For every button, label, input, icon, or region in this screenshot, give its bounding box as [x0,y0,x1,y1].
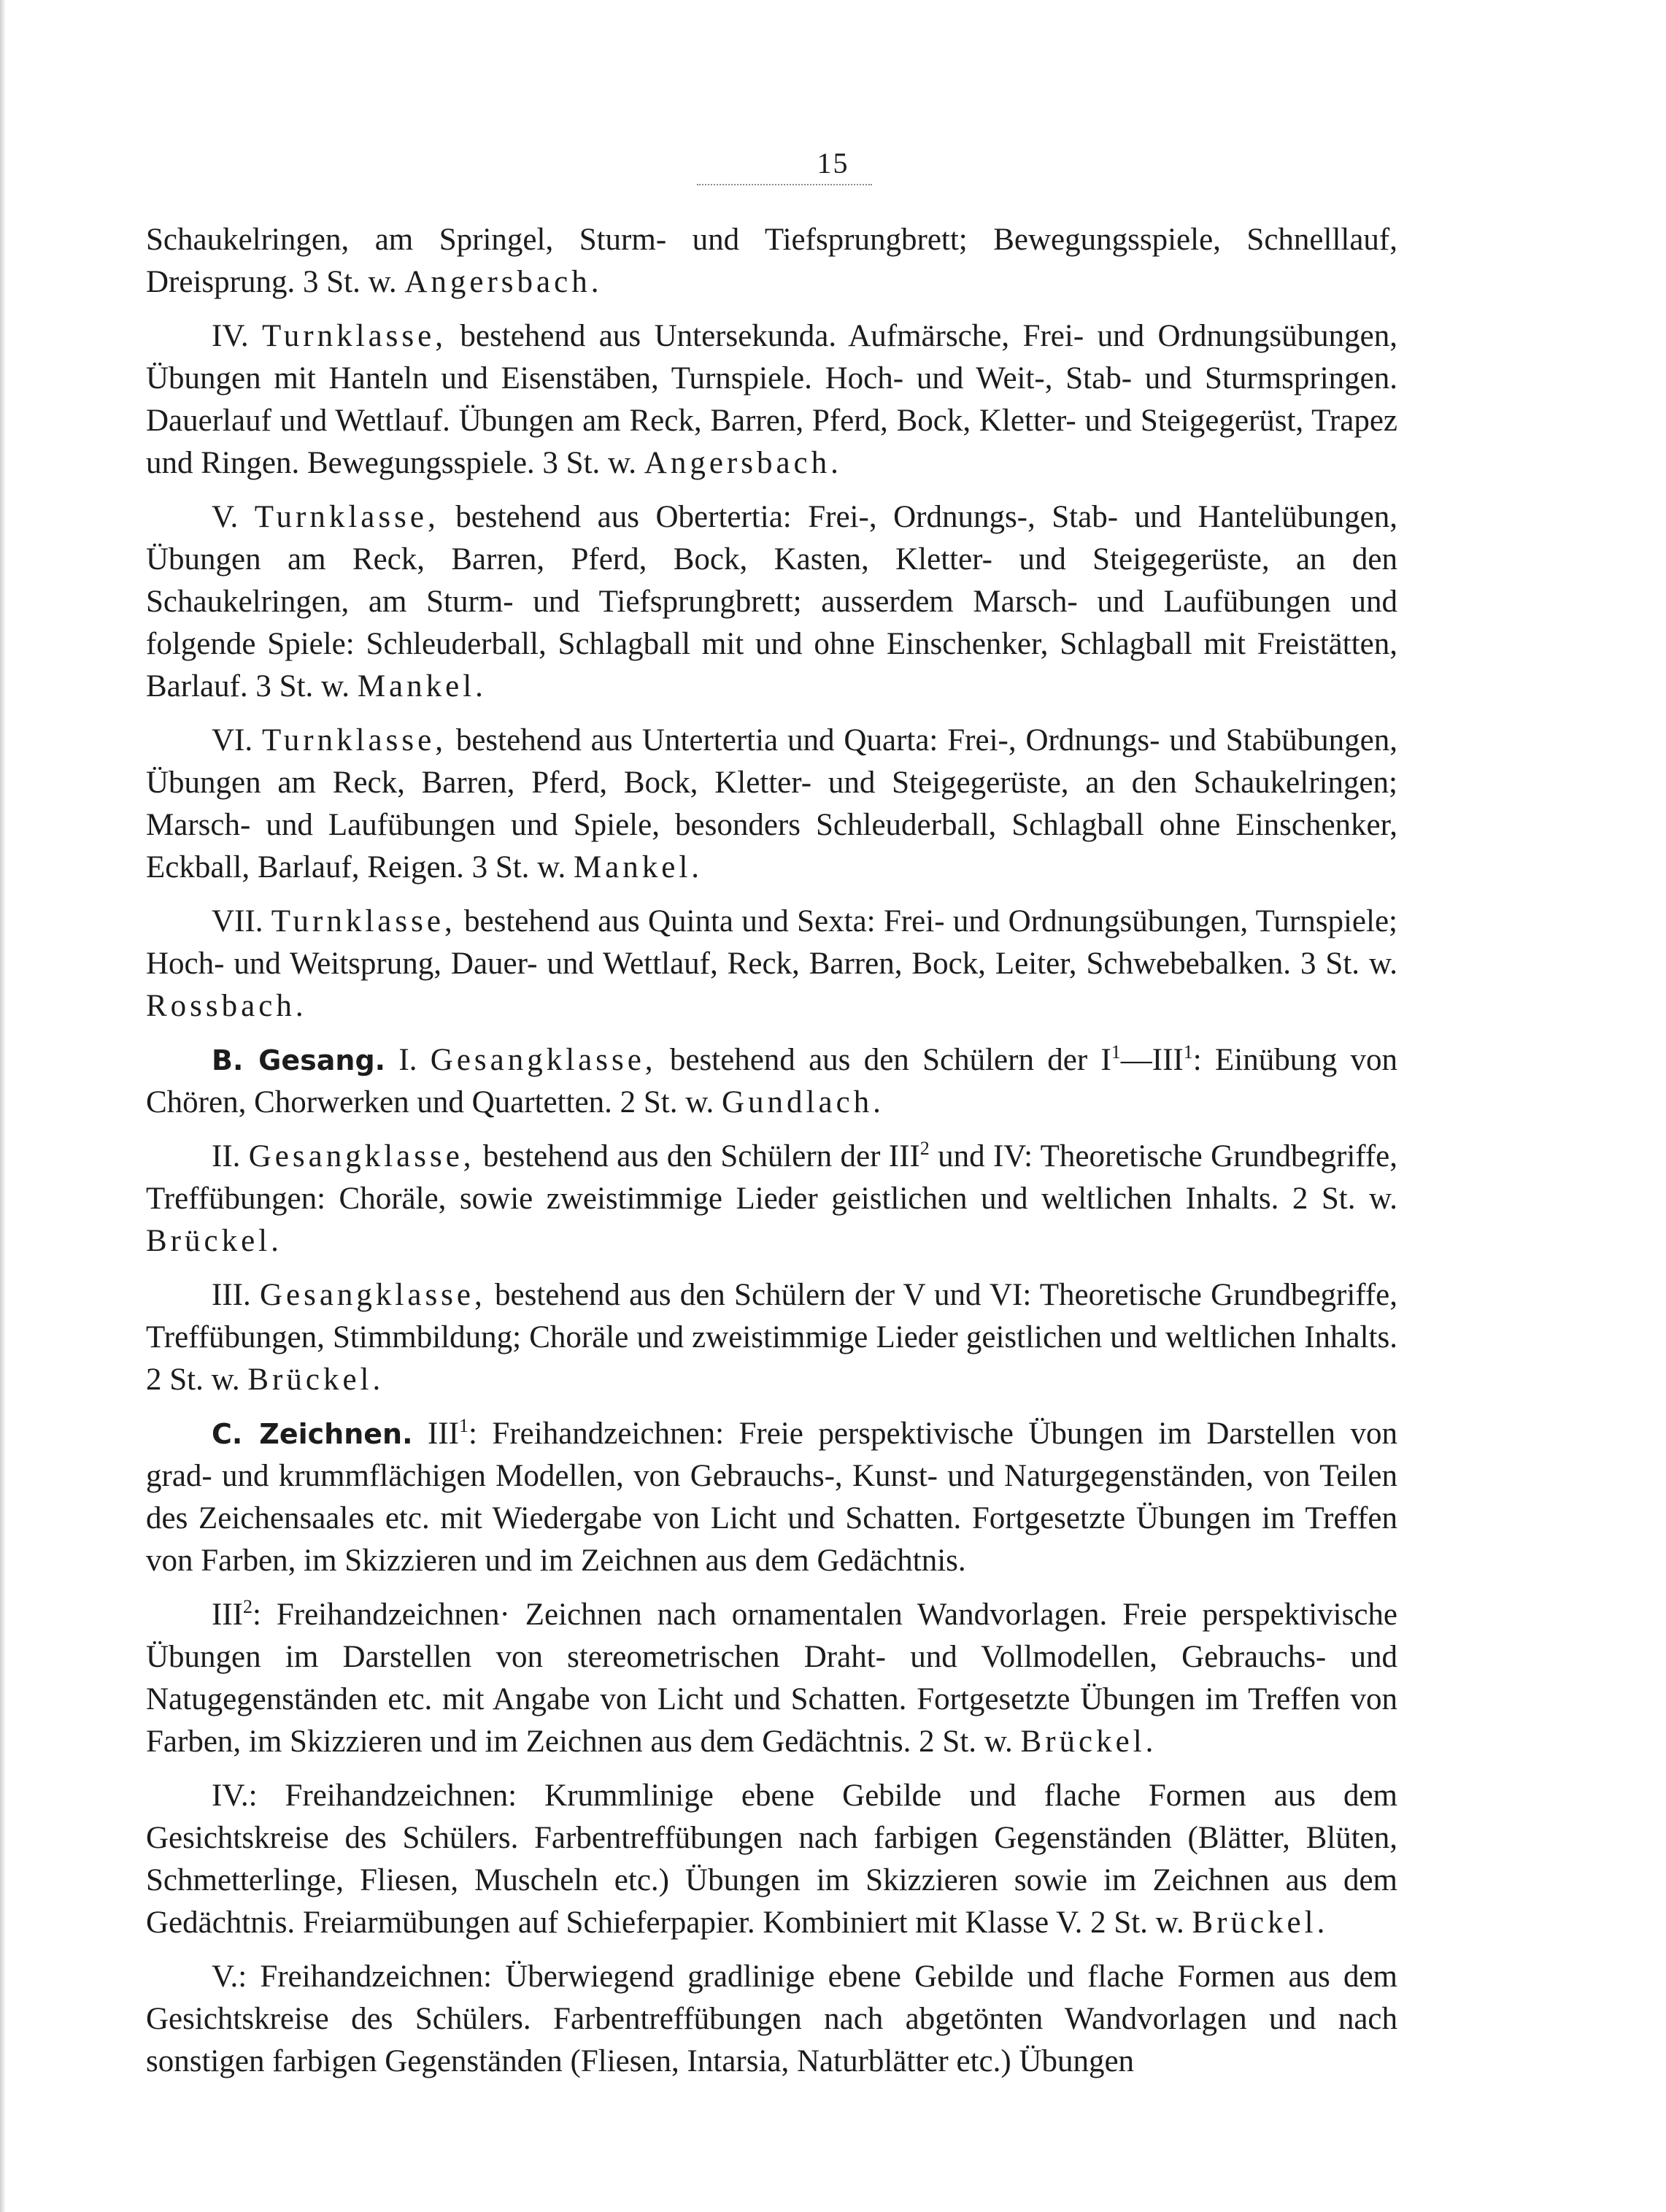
paragraph-text: —III [1120,1043,1184,1077]
paragraph-zeichnen-v [146,1956,1397,2083]
paragraph-gesang-i [146,1039,1397,1124]
paragraph-text: IV.: Freihandzeichnen: Krummlinige ebene Gebilde und flache Formen aus dem Gesichtskreise des Schülers. Farbentreffübungen nach farbigen Gegenständen (Blätter, Blüten, Schmetterlinge, Fliesen, Muscheln etc.) Übungen im Skizzieren sowie im Zeichnen aus dem Gedächtnis. Freiarmübungen auf Schieferpapier. Kombiniert mit Klasse V. 2 St. w. [146,1779,1397,1940]
paragraph-text: bestehend aus den Schülern der V und VI: Theoretische Grundbegriffe, Treffübungen, Stimmbildung; Choräle und zweistimmige Lieder geistlichen und weltlichen Inhalts. 2 St. w. [146,1278,1397,1397]
paragraph-gymnastics-continuation [146,219,1397,304]
class-number: II. [212,1139,249,1174]
paragraph-text: bestehend aus Obertertia: Frei-, Ordnungs-, Stab- und Hantelübungen, Übungen am Reck, Barren, Pferd, Bock, Kasten, Kletter- und Steigegerüste, an den Schaukelringen, am Sturm- und Tiefsprungbrett; ausserdem Marsch- und Laufübungen und folgende Spiele: Schleuderball, Schlagball mit und ohne Einschenker, Schlagball mit Freistätten, Barlauf. 3 St. w. [146,500,1397,704]
paragraph-zeichnen-iii2 [146,1594,1397,1763]
paragraph-text: bestehend aus Quinta und Sexta: Frei- und Ordnungsübungen, Turnspiele; Hoch- und Weitsprung, Dauer- und Wettlauf, Reck, Barren, Bock, Leiter, Schwebebalken. 3 St. w. [146,904,1397,981]
teacher-name: Brückel. [247,1363,385,1397]
page-edge-shadow [0,0,6,2212]
paragraph-turnklasse-iv [146,315,1397,485]
teacher-name: Angersbach. [404,265,603,299]
class-number: III [212,1598,243,1632]
teacher-name: Gundlach. [721,1085,884,1120]
class-number: VI. [212,723,263,758]
superscript: 1 [459,1415,468,1436]
page-number: 15 [817,147,849,180]
teacher-name: Mankel. [357,669,487,704]
class-label: Gesangklasse, [259,1278,486,1312]
paragraph-zeichnen-iv [146,1775,1397,1944]
paragraph-text: bestehend aus den Schülern der I [656,1043,1111,1077]
paragraph-text: und IV: Theoretische Grundbegriffe, Treffübungen: Choräle, sowie zweistimmige Lieder geistlichen und weltlichen Inhalts. 2 St. w. [146,1139,1398,1216]
teacher-name: Brückel. [146,1224,282,1258]
page-number-rule [697,184,872,185]
teacher-name: Mankel. [573,850,703,885]
teacher-name: Brückel. [1020,1724,1157,1759]
class-label: Turnklasse, [262,723,447,758]
class-label: Turnklasse, [262,319,447,353]
superscript: 1 [1183,1041,1193,1063]
paragraph-text: : Einübung von Chören, Chorwerken und Quartetten. 2 St. w. [146,1043,1397,1120]
superscript: 2 [919,1138,930,1159]
class-label: Gesangklasse, [248,1139,475,1174]
paragraph-gesang-iii [146,1274,1397,1401]
teacher-name: Brückel. [1192,1905,1329,1940]
paragraph-text: Schaukelringen, am Springel, Sturm- und Tiefsprungbrett; Bewegungsspiele, Schnelllauf, Dreisprung. 3 St. w. [146,223,1397,299]
class-label: Turnklasse, [271,904,456,939]
class-number: III. [212,1278,260,1312]
body-text [146,219,1397,2083]
paragraph-text: bestehend aus den Schülern der III [474,1139,920,1174]
paragraph-turnklasse-v [146,496,1397,708]
teacher-name: Angersbach. [644,446,842,480]
paragraph-text: : Freihandzeichnen: Freie perspektivische Übungen im Darstellen von grad- und krummflächigen Modellen, von Gebrauchs-, Kunst- und Naturgegenständen, von Teilen des Zeichensaales etc. mit Wiedergabe von Licht und Schatten. Fortgesetzte Übungen im Treffen von Farben, im Skizzieren und im Zeichnen aus dem Gedächtnis. [146,1417,1398,1578]
class-number: V. [212,500,255,534]
paragraph-turnklasse-vi [146,720,1397,889]
paragraph-text: V.: Freihandzeichnen: Überwiegend gradlinige ebene Gebilde und flache Formen aus dem Gesichtskreise des Schülers. Farbentreffübungen nach abgetönten Wandvorlagen und nach sonstigen farbigen Gegenständen (Fliesen, Intarsia, Naturblätter etc.) Übungen [146,1959,1397,2078]
paragraph-gesang-ii [146,1136,1397,1263]
class-number: I. [385,1043,431,1077]
section-heading-zeichnen: C. Zeichnen. [212,1418,413,1450]
superscript: 2 [242,1596,252,1617]
paragraph-text: : Freihandzeichnen· Zeichnen nach ornamentalen Wandvorlagen. Freie perspektivische Übungen im Darstellen von stereometrischen Draht- und Vollmodellen, Gebrauchs- und Natugegenständen etc. mit Angabe von Licht und Schatten. Fortgesetzte Übungen im Treffen von Farben, im Skizzieren und im Zeichnen aus dem Gedächtnis. 2 St. w. [146,1598,1397,1759]
class-number: IV. [212,319,263,353]
paragraph-text: bestehend aus Untersekunda. Aufmärsche, Frei- und Ordnungsübungen, Übungen mit Hanteln und Eisenstäben, Turnspiele. Hoch- und Weit-, Stab- und Sturmspringen. Dauerlauf und Wettlauf. Übungen am Reck, Barren, Pferd, Bock, Kletter- und Steigegerüst, Trapez und Ringen. Bewegungsspiele. 3 St. w. [146,319,1397,480]
section-heading-gesang: B. Gesang. [212,1044,386,1076]
class-label: Turnklasse, [254,500,439,534]
class-number: VII. [212,904,271,939]
superscript: 1 [1111,1041,1121,1063]
paragraph-text: bestehend aus Untertertia und Quarta: Frei-, Ordnungs- und Stabübungen, Übungen am Reck, Barren, Pferd, Bock, Kletter- und Steigegerüste, an den Schaukelringen; Marsch- und Laufübungen und Spiele, besonders Schleuderball, Schlagball ohne Einschenker, Eckball, Barlauf, Reigen. 3 St. w. [146,723,1397,885]
class-number: III [412,1417,459,1451]
paragraph-turnklasse-vii [146,901,1397,1028]
paragraph-zeichnen-iii1 [146,1413,1397,1582]
teacher-name: Rossbach. [146,989,307,1023]
class-label: Gesangklasse, [430,1043,657,1077]
